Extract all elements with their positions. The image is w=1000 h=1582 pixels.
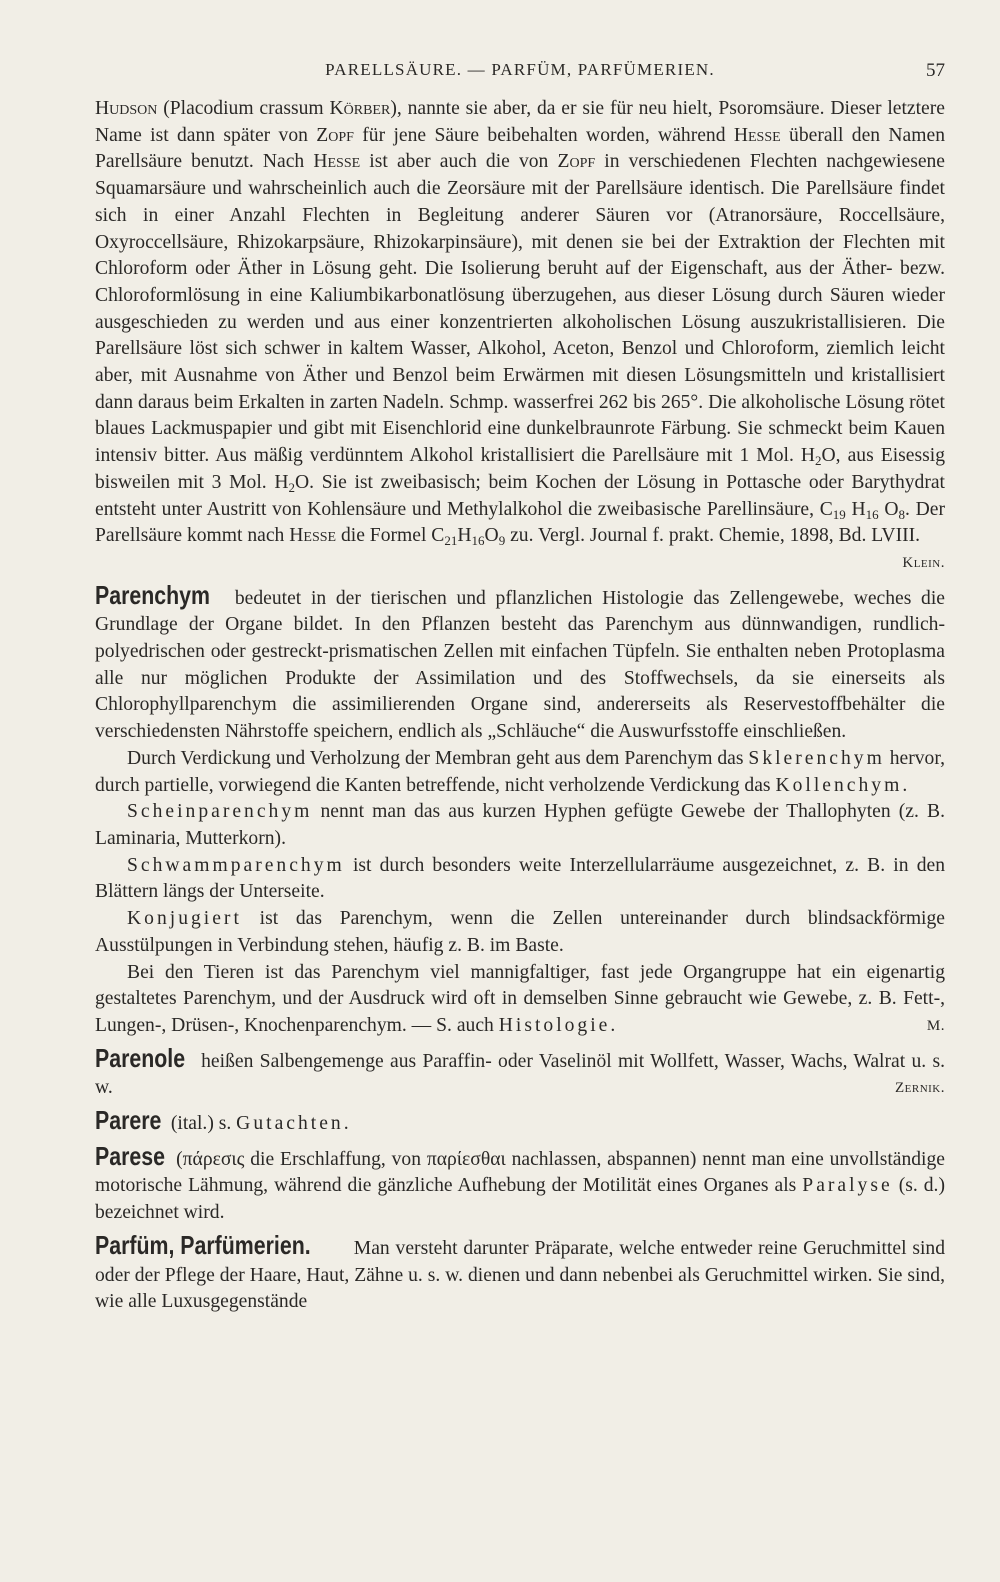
text-run: bedeutet in der tierischen und pflanzlichen Histologie das Zellengewebe, weches die Grundlage der Organe bildet. In den Pflanzen besteht das Parenchym aus dünnwandigen, rundlich-polyedrischen oder gestreckt-prismatischen Zellen mit einfachen Tüpfeln. Sie enthalten neben Protoplasma alle nur möglichen Produkte der Assimilation und des Stoffwechsels, da sie einerseits als Chlorophyllparenchym die assimilierenden Organe sind, andererseits als Reservestoffbehälter die verschiedensten Nährstoffe speichern, endlich als „Schläuche“ die Auswurfsstoffe einschließen. [95, 587, 945, 743]
text-run: H [845, 498, 866, 520]
text-run: O. Sie ist zweibasisch; beim Kochen der Lösung in Pottasche oder Barythydrat entsteht unter Austritt von Kohlensäure und Methylalkohol die zweibasische Parellinsäure, C [95, 471, 945, 520]
text-run: für jene Säure beibehalten worden, während [353, 124, 734, 146]
entry-headword: Parfüm, Parfümerien. [95, 1229, 311, 1260]
cross-reference: Gutachten [236, 1113, 344, 1135]
subscript: 16 [865, 506, 879, 522]
subscript: 2 [815, 453, 822, 469]
author-name: Zopf [316, 124, 354, 146]
subscript: 16 [471, 533, 485, 549]
text-run: überall den Namen Parellsäure benutzt. Nach [95, 124, 945, 173]
text-run: . [902, 774, 908, 796]
text-run: (πάρεσις die Erschlaffung, von παρίεσθαι nachlassen, abspannen) nennt man eine unvollständige motorische Lähmung, während die gänzliche Aufhebung der Motilität eines Organes als [95, 1148, 945, 1197]
parfuem-entry [95, 1229, 945, 1316]
text-run: H [457, 525, 472, 547]
entry-headword: Parese [95, 1140, 165, 1171]
running-head: PARELLSÄURE. — PARFÜM, PARFÜMERIEN. [325, 60, 715, 79]
parere-entry [95, 1107, 945, 1138]
page-header [95, 60, 945, 88]
text-run: heißen Salbengemenge aus Paraffin- oder Vaselinöl mit Wollfett, Wasser, Wachs, Walrat u. s. w. [95, 1050, 945, 1099]
entry-headword: Parenchym [95, 579, 210, 610]
cross-reference: Schwammparenchym [127, 854, 345, 876]
author-signature: Klein. [902, 554, 945, 571]
subscript: 8 [898, 506, 905, 522]
parenchym-paragraph [95, 853, 945, 906]
text-run: nennt man das aus kurzen Hyphen gefügte Gewebe der Thallophyten (z. B. Laminaria, Mutterkorn). [95, 801, 945, 849]
author-name: Hesse [313, 151, 361, 173]
text-run: (s. d.) bezeichnet wird. [95, 1175, 945, 1224]
author-name: Hesse [733, 124, 781, 146]
entry-headword: Parenole [95, 1042, 186, 1073]
article-body [95, 96, 945, 1316]
subscript: 2 [288, 479, 296, 495]
text-run: O, aus Eisessig bisweilen mit 3 Mol. H [95, 445, 945, 493]
parenchym-paragraph [95, 746, 945, 799]
text-run: ), nannte sie aber, da er sie für neu hielt, Psoromsäure. Dieser letztere Name ist dann später von [95, 98, 945, 146]
cross-reference: Sklerenchym [748, 747, 885, 769]
cross-reference: Paralyse [802, 1175, 893, 1197]
text-run: . Der Parellsäure kommt nach [95, 498, 945, 547]
text-run: (Placodium crassum [157, 98, 330, 119]
parenole-entry [95, 1042, 945, 1102]
cross-reference: Scheinparenchym [127, 801, 313, 823]
text-run: zu. Vergl. Journal f. prakt. Chemie, 1898, Bd. LVIII. [505, 525, 921, 547]
cross-reference: Histologie [498, 1014, 611, 1036]
author-name: Körber [329, 98, 391, 119]
subscript: 9 [498, 533, 506, 549]
text-run: ist das Parenchym, wenn die Zellen untereinander durch blindsackförmige Ausstülpungen in Verbindung stehen, häufig z. B. im Baste. [95, 908, 945, 956]
author-name: Hesse [289, 525, 337, 547]
subscript: 21 [444, 533, 458, 549]
author-name: Zopf [557, 151, 596, 173]
cross-reference: Kollenchym [775, 774, 903, 796]
parenchym-paragraph [95, 799, 945, 852]
author-signature: Zernik. [894, 1080, 945, 1097]
parenchym-paragraph [95, 960, 945, 1040]
text-run: ist aber auch die von [360, 151, 558, 173]
text-run: Durch Verdickung und Verholzung der Membran geht aus dem Parenchym das [127, 747, 749, 769]
page-number: 57 [926, 60, 945, 81]
text-run: die Formel C [336, 525, 445, 547]
text-run: O [878, 498, 899, 520]
subscript: 19 [832, 506, 846, 522]
parellsaeure-paragraph [95, 96, 945, 550]
parenchym-paragraph [95, 906, 945, 959]
text-run: in verschiedenen Flechten nachgewiesene Squamarsäure und wahrscheinlich auch die Zeorsäure mit der Parellsäure identisch. Die Parellsäure findet sich in einer Anzahl Flechten in Begleitung anderer Säuren vor (Atranorsäure, Roccellsäure, Oxyroccellsäure, Rhizokarpsäure, Rhizokarpinsäure), mit denen sie bei der Extraktion der Flechten mit Chloroform oder Äther in Lösung geht. Die Isolierung beruht auf der Eigenschaft, aus der Äther- bezw. Chloroformlösung in eine Kaliumbikarbonatlösung überzugehen, aus dieser Lösung durch Säuren wieder ausgeschieden zu werden und aus einer konzentrierten alkoholischen Lösung auszukristallisieren. Die Parellsäure löst sich schwer in kaltem Wasser, Alkohol, Aceton, Benzol und Chloroform, ziemlich leicht aber, mit Ausnahme von Äther und Benzol beim Erwärmen mit diesen Lösungsmitteln und kristallisiert dann daraus beim Erkalten in zarten Nadeln. Schmp. wasserfrei 262 bis 265°. Die alkoholische Lösung rötet blaues Lackmuspapier und gibt mit Eisenchlorid eine dunkelbraunrote Färbung. Sie schmeckt beim Kauen intensiv bitter. Aus mäßig verdünntem Alkohol kristallisiert die Parellsäure mit 1 Mol. H [95, 151, 946, 467]
author-name: Hudson [95, 98, 158, 119]
author-signature: M. [926, 1017, 945, 1034]
parese-entry [95, 1140, 945, 1227]
cross-reference: Konjugiert [127, 908, 242, 930]
text-run: O [484, 525, 499, 547]
text-run: hervor, durch partielle, vorwiegend die Kanten betreffende, nicht verholzende Verdickung das [95, 747, 945, 796]
parenchym-entry [95, 579, 945, 746]
text-run: Man versteht darunter Präparate, welche entweder reine Geruchmittel sind oder der Pflege der Haare, Haut, Zähne u. s. w. dienen und dann nebenbei als Geruchmittel wirken. Sie sind, wie alle Luxusgegenstände [95, 1237, 945, 1313]
text-run: Bei den Tieren ist das Parenchym viel mannigfaltiger, fast jede Organgruppe hat ein eigenartig gestaltetes Parenchym, und der Ausdruck wird oft in demselben Sinne gebraucht wie Gewebe, z. B. Fett-, Lungen-, Drüsen-, Knochenparenchym. — S. auch [95, 961, 945, 1036]
text-run: ist durch besonders weite Interzellularräume ausgezeichnet, z. B. in den Blättern längs der Unterseite. [95, 854, 945, 903]
entry-headword: Parere [95, 1105, 162, 1136]
text-run: (ital.) s. [165, 1113, 237, 1135]
text-run: . [610, 1014, 616, 1036]
text-run: . [343, 1113, 349, 1135]
